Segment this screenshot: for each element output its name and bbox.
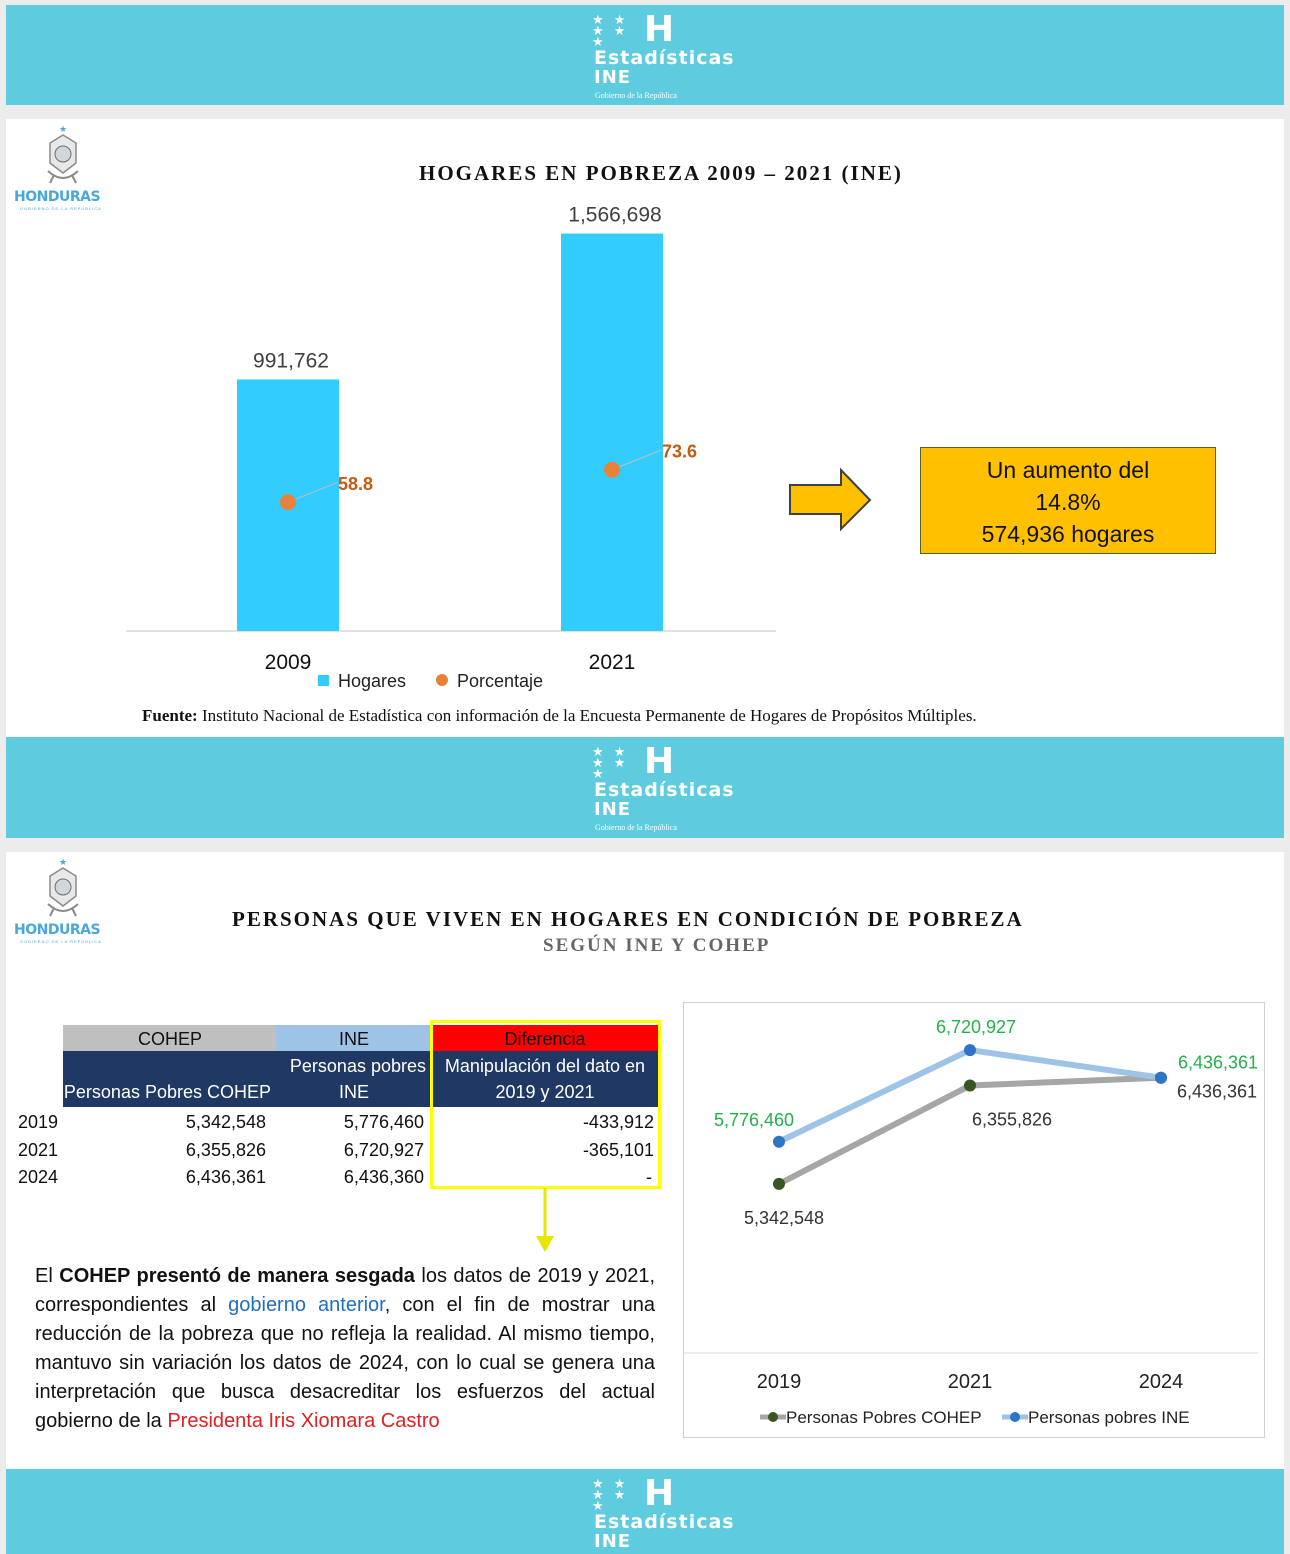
legend-label-hogares: Hogares [338, 671, 407, 691]
table-cell-dif: -365,101 [582, 1140, 654, 1160]
increase-callout [920, 447, 1216, 554]
legend-dot-ine [1010, 1412, 1020, 1422]
ine-logo [588, 11, 768, 103]
honduras-label: HONDURAS [14, 189, 101, 205]
table-cell-ine: 6,720,927 [343, 1140, 424, 1160]
logo-line-2: INE [594, 67, 632, 88]
panel-personas [6, 852, 1284, 1469]
legend-label-cohep: Personas Pobres COHEP [786, 1408, 982, 1427]
bar-value-label: 1,566,698 [568, 203, 662, 227]
header-band-3 [6, 1469, 1284, 1554]
chart2-title: PERSONAS QUE VIVEN EN HOGARES EN CONDICIÓN DE POBREZA [232, 907, 1024, 931]
point-cohep-2021 [964, 1080, 976, 1092]
logo-line-1: Estadísticas [594, 1511, 735, 1533]
para-part-3: , con el fin de mostrar una reducción de la pobreza que no refleja la realidad. Al mismo tiempo, mantuvo sin variación los datos de 2024, con lo cual se genera una interpretación que busca desacreditar los esfuerzos del actual gobierno de la [35, 1294, 656, 1432]
point-porcentaje-2021 [604, 462, 620, 478]
percent-label: 58.8 [338, 474, 374, 495]
x-tick-label: 2009 [264, 651, 312, 674]
para-bold: COHEP presentó de manera sesgada [59, 1265, 415, 1287]
table-cell-ine: 6,436,360 [343, 1167, 424, 1187]
legend-swatch-porcentaje [436, 674, 448, 686]
col-header-ine-l1: Personas pobres [289, 1056, 426, 1076]
table-cell-cohep: 6,436,361 [185, 1167, 266, 1187]
panel-hogares [6, 119, 1284, 737]
point-porcentaje-2009 [280, 494, 296, 510]
col-header-cohep: Personas Pobres COHEP [63, 1082, 271, 1102]
chart-hogares [6, 119, 1284, 737]
honduras-sublabel: GOBIERNO DE LA REPÚBLICA [20, 939, 102, 944]
para-part-1: El [35, 1265, 60, 1287]
data-label-ine: 5,776,460 [713, 1109, 795, 1130]
logo-line-1: Estadísticas [594, 47, 735, 69]
data-label-ine: 6,720,927 [935, 1017, 1017, 1038]
h-mark-icon: H [644, 741, 675, 782]
bar-hogares-2021 [561, 234, 663, 631]
logo-line-1: Estadísticas [594, 779, 735, 801]
table-row-year: 2021 [18, 1140, 59, 1160]
callout-line-2: 14.8% [1035, 489, 1101, 515]
analysis-paragraph [35, 1262, 655, 1436]
data-label-cohep: 6,436,361 [1176, 1081, 1258, 1102]
legend-label-porcentaje: Porcentaje [457, 671, 544, 691]
header-band-1 [6, 5, 1284, 105]
line-chart-box [683, 1002, 1265, 1438]
table-row-year: 2024 [18, 1167, 59, 1187]
h-mark-icon: H [644, 9, 675, 50]
diferencia-highlight-box [430, 1020, 661, 1189]
coat-of-arms-icon [40, 856, 86, 920]
logo-line-2: INE [594, 1531, 632, 1552]
para-part-2: los datos de 2019 y 2021, correspondientes al [35, 1265, 655, 1316]
col-header-dif-l1: Manipulación del dato en [444, 1056, 646, 1076]
group-header-diferencia: Diferencia [432, 1025, 658, 1051]
stars-icon: ★ ★ ★ ★ ★ [592, 1477, 629, 1514]
group-header-ine: INE [276, 1025, 432, 1051]
x-tick-label: 2019 [756, 1371, 802, 1393]
legend-label-ine: Personas pobres INE [1028, 1408, 1190, 1427]
source-text: Instituto Nacional de Estadística con información de la Encuesta Permanente de Hogares de Propósitos Múltiples. [201, 706, 977, 725]
x-tick-label: 2021 [588, 651, 636, 674]
point-cohep-2019 [773, 1178, 785, 1190]
arrow-down-icon [534, 1188, 556, 1254]
percent-label: 73.6 [662, 441, 698, 462]
table-cell-ine: 5,776,460 [343, 1112, 424, 1132]
logo-line-3: Gobierno de la República [595, 91, 677, 100]
header-band-2 [6, 737, 1284, 838]
logo-line-2: INE [594, 799, 632, 820]
col-header-dif-l2: 2019 y 2021 [495, 1082, 595, 1102]
logo-line-3: Gobierno de la República [595, 823, 677, 832]
honduras-emblem [14, 856, 114, 946]
table-cell-cohep: 6,355,826 [185, 1140, 266, 1160]
table-cell-dif: - [646, 1167, 652, 1187]
group-header-cohep: COHEP [63, 1025, 277, 1051]
data-label-ine: 6,436,361 [1177, 1052, 1259, 1073]
h-mark-icon: H [644, 1473, 675, 1514]
svg-text:★: ★ [58, 124, 68, 134]
source-label: Fuente: [142, 706, 198, 725]
col-header-ine-l2: INE [338, 1082, 369, 1102]
data-label-cohep: 6,355,826 [971, 1109, 1053, 1130]
chart-personas [684, 1003, 1266, 1439]
stars-icon: ★ ★ ★ ★ ★ [592, 745, 629, 782]
para-link-gobierno-anterior[interactable]: gobierno anterior [228, 1294, 385, 1316]
right-arrow-icon [790, 470, 870, 529]
callout-line-3: 574,936 hogares [981, 521, 1155, 547]
honduras-label: HONDURAS [14, 922, 101, 938]
stars-icon: ★ ★ ★ ★ ★ [592, 13, 629, 50]
ine-logo [588, 1475, 768, 1554]
legend-dot-cohep [768, 1412, 778, 1422]
point-ine-2019 [773, 1136, 785, 1148]
x-tick-label: 2021 [947, 1371, 993, 1393]
point-ine-2024 [1155, 1072, 1167, 1084]
honduras-sublabel: GOBIERNO DE LA REPÚBLICA [20, 206, 102, 211]
table-cell-cohep: 5,342,548 [185, 1112, 266, 1132]
data-label-cohep: 5,342,548 [743, 1207, 825, 1228]
chart1-title: HOGARES EN POBREZA 2009 – 2021 (INE) [419, 161, 903, 185]
callout-line-1: Un aumento del [986, 457, 1150, 483]
table-cell-dif: -433,912 [582, 1112, 654, 1132]
source-note [142, 706, 977, 726]
para-red-presidenta: Presidenta Iris Xiomara Castro [167, 1410, 440, 1432]
bar-value-label: 991,762 [253, 349, 329, 373]
x-tick-label: 2024 [1138, 1371, 1184, 1393]
legend-swatch-hogares [318, 675, 329, 686]
svg-text:★: ★ [58, 857, 68, 867]
series-line-ine [779, 1050, 1161, 1142]
chart2-subtitle: SEGÚN INE Y COHEP [543, 935, 771, 956]
series-line-cohep [779, 1078, 1161, 1184]
point-ine-2021 [964, 1044, 976, 1056]
ine-logo [588, 743, 768, 835]
table-row-year: 2019 [18, 1112, 59, 1132]
